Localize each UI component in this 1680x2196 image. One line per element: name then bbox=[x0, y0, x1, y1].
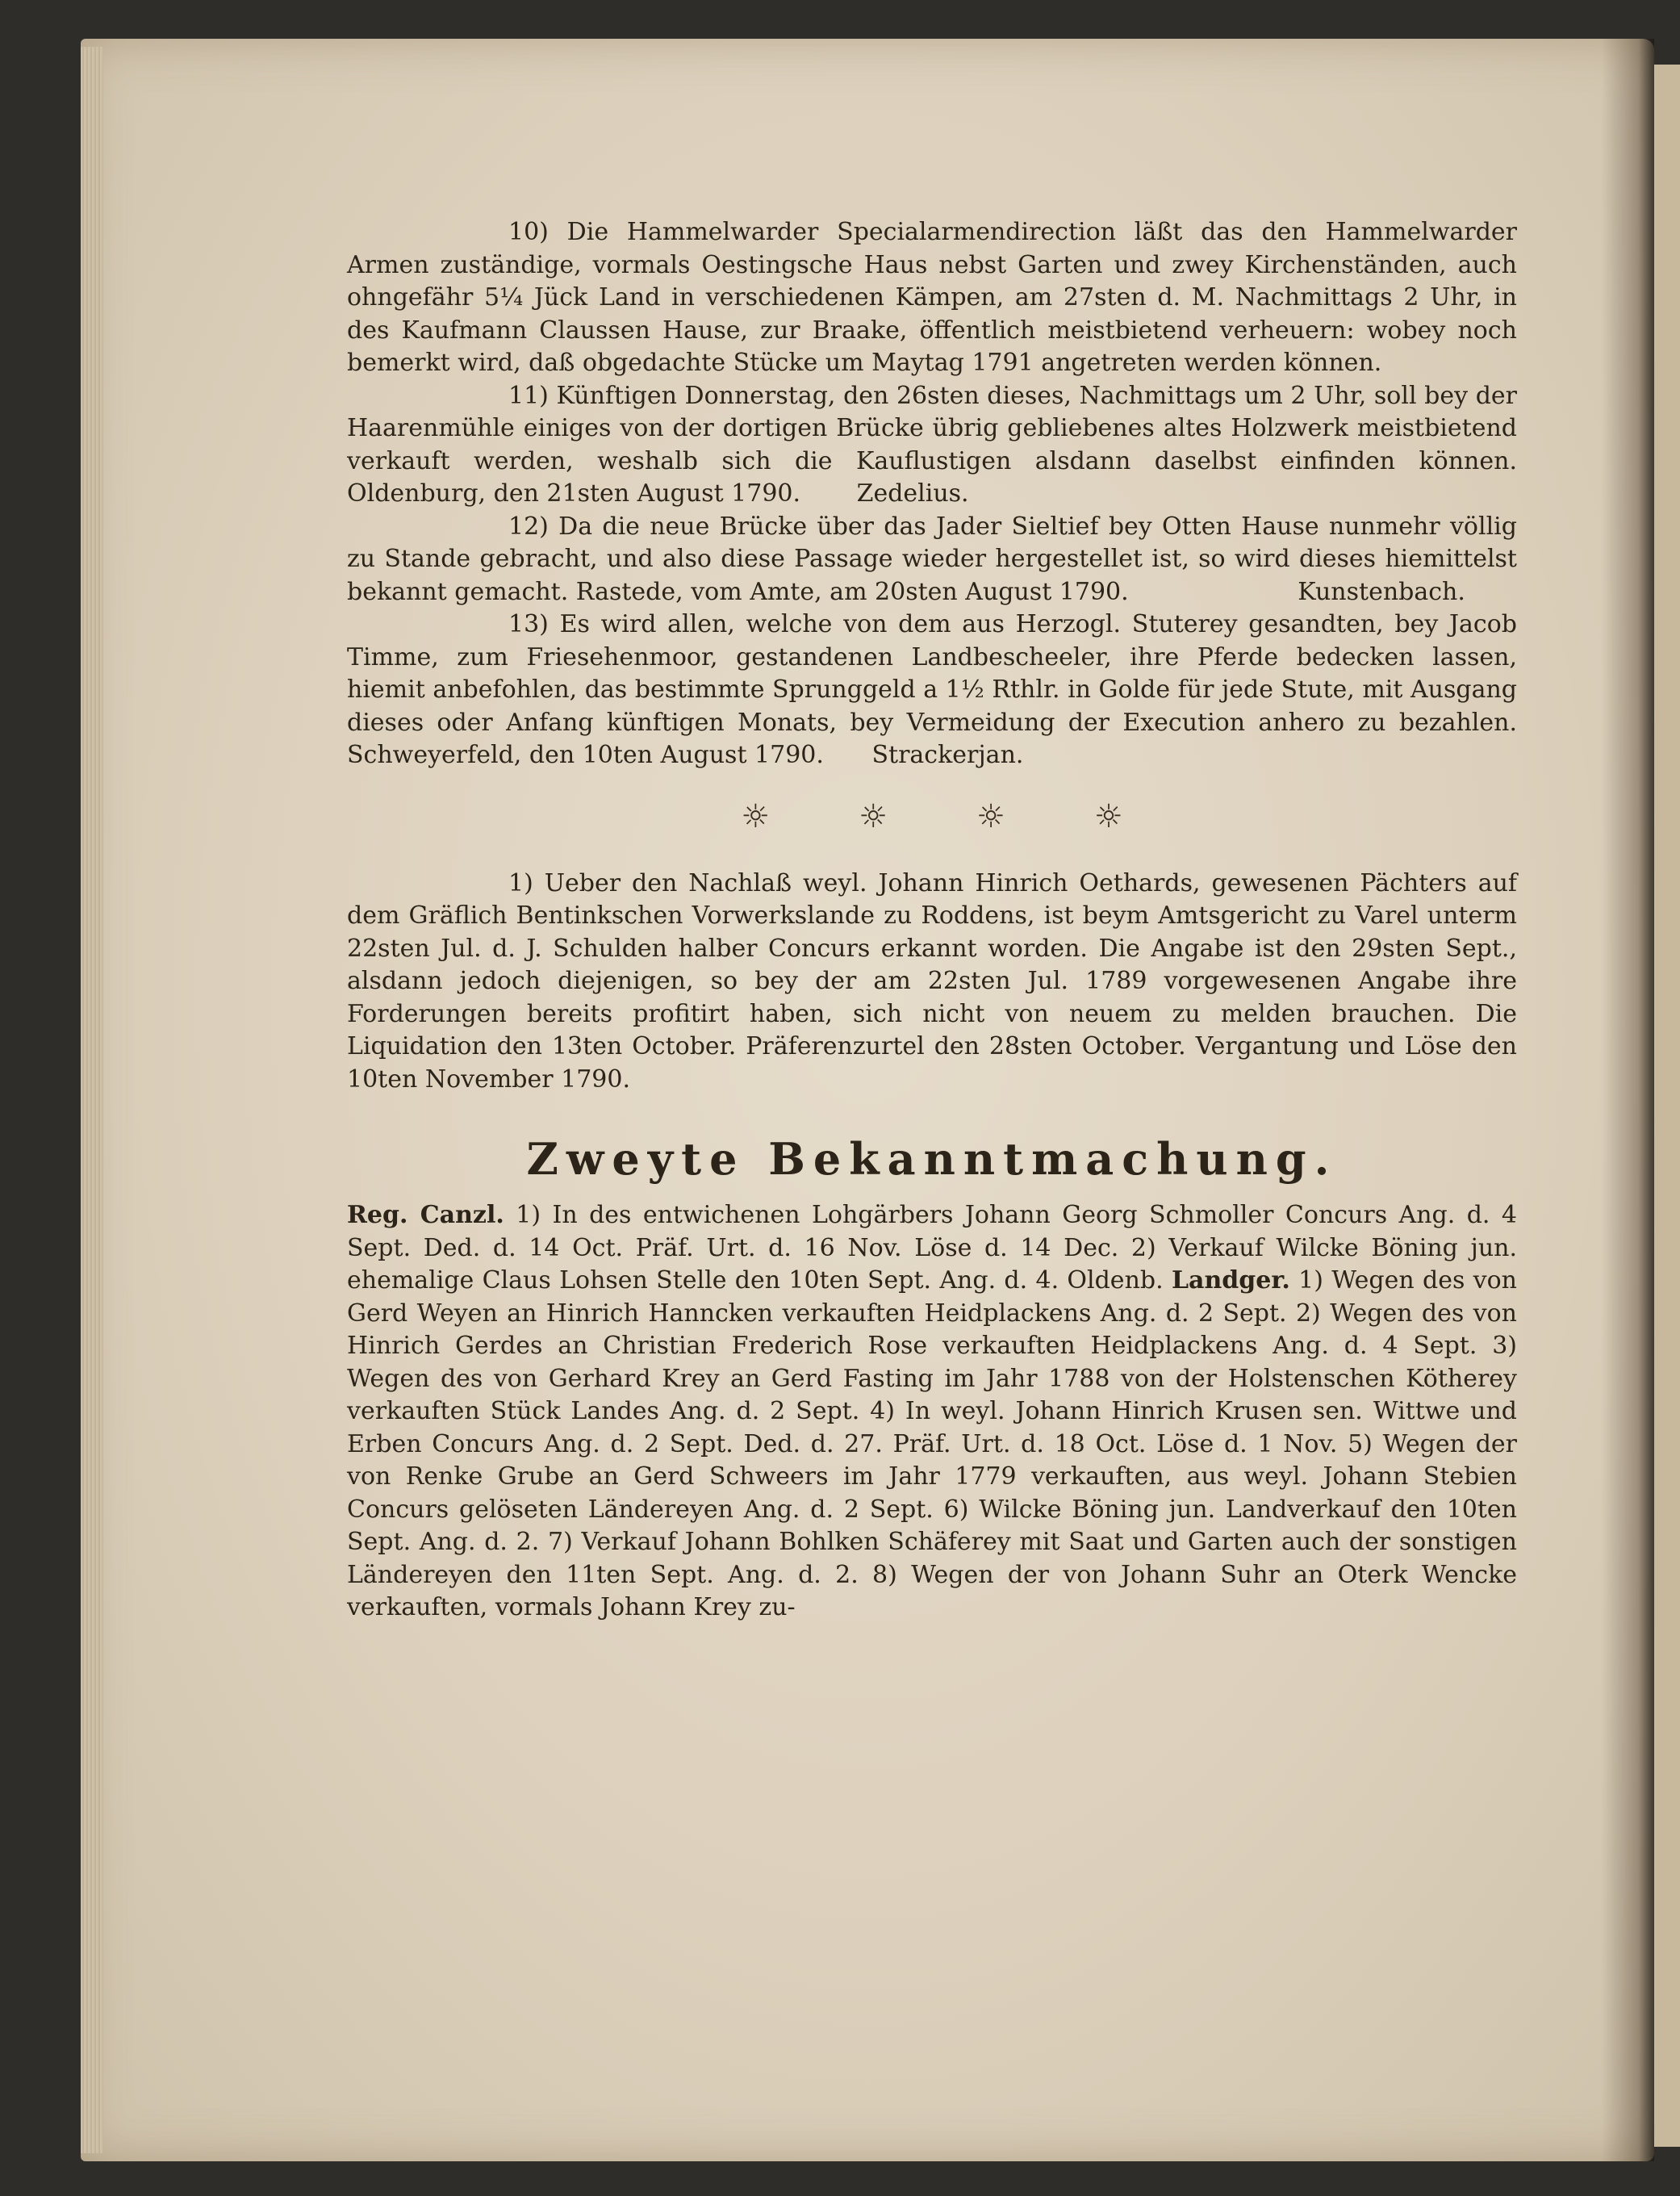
sun-ornament-icon: ☼ bbox=[1093, 797, 1123, 835]
gutter-shadow bbox=[1602, 39, 1654, 2161]
section-heading: Zweyte Bekanntmachung. bbox=[526, 1133, 1338, 1185]
notice-10: 10) Die Hammelwarder Specialarmendirection läßt das den Hammelwarder Armen zuständige, vormals Oestingsche Haus nebst Garten und zwey Kirchenständen, auch ohngefähr 5¼ Jück Land in verschiedenen Kämpen, am 27sten d. M. Nachmittags 2 Uhr, in des Kaufmann Claussen Hause, zur Braake, öffentlich meistbietend verheuern: wobey noch bemerkt wird, daß obgedachte Stücke um Maytag 1791 angetreten werden können. bbox=[347, 218, 1517, 377]
second-announcement bbox=[347, 1199, 1517, 1625]
notice-13-signature: Strackerjan. bbox=[871, 741, 1024, 769]
notice-11 bbox=[347, 380, 1517, 511]
notice-13 bbox=[347, 609, 1517, 772]
notice-12 bbox=[347, 511, 1517, 609]
sun-ornament-icon: ☼ bbox=[859, 797, 888, 835]
landger-label: Landger. bbox=[1171, 1266, 1290, 1295]
sun-ornament-icon: ☼ bbox=[741, 797, 771, 835]
notice-11-text: 11) Künftigen Donnerstag, den 26sten dieses, Nachmittags um 2 Uhr, soll bey der Haarenmühle einiges von der dortigen Brücke übrig gebliebenes altes Holzwerk meistbietend verkauft werden, weshalb sich die Kauflustigen alsdann daselbst einfinden können. Oldenburg, den 21sten August 1790. bbox=[347, 381, 1517, 508]
notice-11-signature: Zedelius. bbox=[856, 479, 969, 508]
reg-canzl-text: 1) In des entwichenen Lohgärbers Johann Georg Schmoller Concurs Ang. d. 4 Sept. Ded. d. 14 Oct. Präf. Urt. d. 16 Nov. Löse d. 14 Dec. 2) Verkauf Wilcke Böning jun. ehemalige Claus Lohsen Stelle den 10ten Sept. Ang. d. 4. Oldenb. bbox=[347, 1201, 1517, 1295]
concurs-notice: 1) Ueber den Nachlaß weyl. Johann Hinrich Oethards, gewesenen Pächters auf dem Gräflich Bentinkschen Vorwerkslande zu Roddens, ist beym Amtsgericht zu Varel unterm 22sten Jul. d. J. Schulden halber Concurs erkannt worden. Die Angabe ist den 29sten Sept., alsdann jedoch diejenigen, so bey der am 22sten Jul. 1789 vorgewesenen Angabe ihre Forderungen bereits profitirt haben, sich nicht von neuem zu melden brauchen. Die Liquidation den 13ten October. Präferenzurtel den 28sten October. Vergantung und Löse den 10ten November 1790. bbox=[347, 868, 1517, 1094]
notice-13-text: 13) Es wird allen, welche von dem aus Herzogl. Stuterey gesandten, bey Jacob Timme, zum Friesehenmoor, gestandenen Landbescheeler, ihre Pferde bedecken lassen, hiemit anbefohlen, das bestimmte Sprunggeld a 1½ Rthlr. in Golde für jede Stute, mit Ausgang dieses oder Anfang künftigen Monats, bey Vermeidung der Execution anhero zu bezahlen. Schweyerfeld, den 10ten August 1790. bbox=[347, 610, 1517, 769]
sun-ornament-icon: ☼ bbox=[976, 797, 1005, 835]
reg-canzl-label: Reg. Canzl. bbox=[347, 1201, 504, 1229]
landger-text: 1) Wegen des von Gerd Weyen an Hinrich Hanncken verkauften Heidplackens Ang. d. 2 Sept. 2) Wegen des von Hinrich Gerdes an Christian Frederich Rose verkauften Heidplackens Ang. d. 4 Sept. 3) Wegen des von Gerhard Krey an Gerd Fasting im Jahr 1788 von der Holstenschen Kötherey verkauften Stück Landes Ang. d. 2 Sept. 4) In weyl. Johann Hinrich Krusen sen. Wittwe und Erben Concurs Ang. d. 2 Sept. Ded. d. 27. Präf. Urt. d. 18 Oct. Löse d. 1 Nov. 5) Wegen der von Renke Grube an Gerd Schweers im Jahr 1779 verkauften, aus weyl. Johann Stebien Concurs gelöseten Ländereyen Ang. d. 2 Sept. 6) Wilcke Böning jun. Landverkauf den 10ten Sept. Ang. d. 2. 7) Verkauf Johann Bohlken Schäferey mit Saat und Garten auch der sonstigen Ländereyen den 11ten Sept. Ang. d. 2. 8) Wegen der von Johann Suhr an Oterk Wencke verkauften, vormals Johann Krey zu- bbox=[347, 1266, 1517, 1621]
notice-12-text: 12) Da die neue Brücke über das Jader Sieltief bey Otten Hause nunmehr völlig zu Stande gebracht, und also diese Passage wieder hergestellet ist, so wird dieses hiemittelst bekannt gemacht. Rastede, vom Amte, am 20sten August 1790. bbox=[347, 512, 1517, 606]
page-edges bbox=[81, 47, 103, 2153]
page-text bbox=[347, 216, 1517, 1625]
separator-ornaments bbox=[347, 798, 1517, 835]
notice-12-signature: Kunstenbach. bbox=[1298, 577, 1465, 606]
